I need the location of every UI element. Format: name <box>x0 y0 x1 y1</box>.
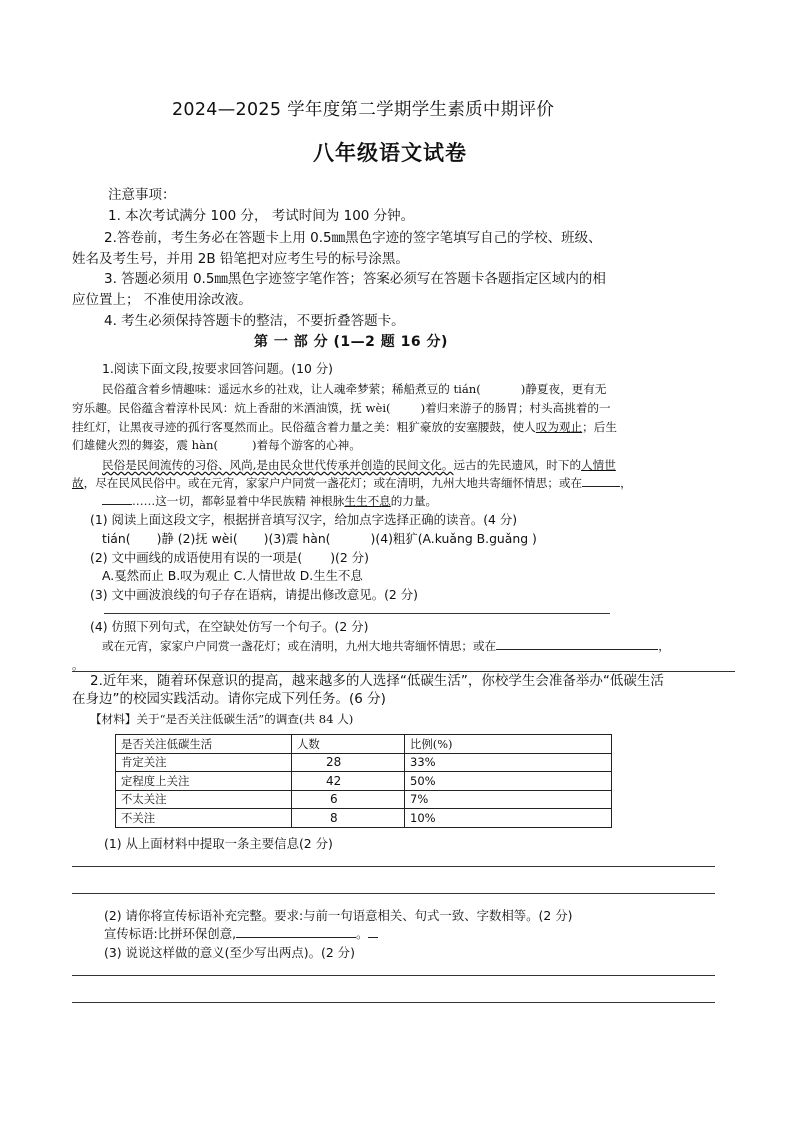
answer-blank[interactable] <box>102 492 132 505</box>
q1-sub4: (4) 仿照下列句式，在空缺处仿写一个句子。(2 分) <box>90 619 369 634</box>
underlined-idiom: 生生不息 <box>344 494 391 508</box>
q2-stem-b: 在身边”的校园实践活动。请你完成下列任务。(6 分) <box>72 691 386 707</box>
table-cell: 7% <box>405 790 612 809</box>
q1-passage-line-6 <box>72 474 632 492</box>
q1-sub2 <box>90 549 369 567</box>
table-cell: 不太关注 <box>116 790 292 809</box>
q2-sub2: (2) 请你将宣传标语补充完整。要求:与前一句语意相关、句式一致、字数相等。(2 分) <box>104 908 573 923</box>
passage-text: ，尽在民风民俗中。或在元宵，家家户户同赏一盏花灯；或在清明，九州大地共寄缅怀情思；或在 <box>83 476 583 490</box>
q2-stem-a: 2.近年来，随着环保意识的提高，越来越多的人选择“低碳生活”，你校学生会准备举办“低碳生活 <box>90 673 664 689</box>
passage-text: 穷乐趣。民俗蕴含着淳朴民风：炕上香甜的米酒油馍，抚 wèi( <box>72 401 391 415</box>
passage-text: 远古的先民遗风，时下的 <box>453 458 582 472</box>
q2-sub3: (3) 说说这样做的意义(至少写出两点)。(2 分) <box>104 945 355 960</box>
table-row <box>116 790 612 809</box>
table-cell: 28 <box>292 753 405 772</box>
table-cell: 6 <box>292 790 405 809</box>
table-cell: 10% <box>405 809 612 828</box>
answer-line[interactable] <box>72 975 715 976</box>
q1-passage-line-7 <box>102 492 437 510</box>
table-row <box>116 753 612 772</box>
answer-blank[interactable] <box>496 637 658 650</box>
table-cell: 定程度上关注 <box>116 772 292 791</box>
passage-text: 民俗蕴含着乡情趣味：遥远水乡的社戏，让人魂牵梦萦；稀船煮豆的 tián( <box>102 382 481 396</box>
table-row <box>116 772 612 791</box>
q1-sub1: (1) 阅读上面这段文字，根据拼音填写汉字，给加点字选择正确的读音。(4 分) <box>90 512 518 527</box>
option-text: )(4)粗犷(A.kuǎng B.guǎng ) <box>370 531 537 546</box>
passage-text: ， <box>658 639 670 653</box>
q1-sub3: (3) 文中画波浪线的句子存在语病，请提出修改意见。(2 分) <box>90 587 418 602</box>
table-header-cell: 人数 <box>292 735 405 754</box>
question-text: )(2 分) <box>330 550 369 565</box>
notice-item-1: 1. 本次考试满分 100 分， 考试时间为 100 分钟。 <box>108 208 415 224</box>
notice-item-3b: 应位置上； 不准使用涂改液。 <box>72 292 252 308</box>
table-cell: 33% <box>405 753 612 772</box>
table-header-cell: 比例(%) <box>405 735 612 754</box>
passage-text: ；后生 <box>582 420 617 434</box>
notice-item-2a: 2.答卷前，考生务必在答题卡上用 0.5㎜黑色字迹的签字笔填写自己的学校、班级、 <box>104 230 602 246</box>
notice-item-3a: 3. 答题必须用 0.5㎜黑色字迹签字笔作答；答案必须写在答题卡各题指定区域内的相 <box>104 271 606 287</box>
answer-line[interactable] <box>104 613 610 614</box>
passage-text: )着归来游子的肠胃；村头高挑着的一 <box>420 401 611 415</box>
table-row <box>116 809 612 828</box>
answer-line[interactable] <box>72 1002 715 1003</box>
survey-table <box>115 734 612 828</box>
exam-subtitle: 八年级语文试卷 <box>313 141 467 165</box>
option-text: tián( <box>102 531 131 546</box>
passage-text: 或在元宵，家家户户同赏一盏花灯；或在清明，九州大地共寄缅怀情思；或在 <box>102 639 497 653</box>
section-heading: 第 一 部 分 (1—2 题 16 分) <box>254 334 448 350</box>
slogan-blank[interactable] <box>236 925 356 938</box>
q1-sub4-sentence <box>102 637 670 655</box>
q1-passage-line-1 <box>102 380 606 398</box>
q2-slogan <box>104 925 378 943</box>
q2-sub1: (1) 从上面材料中提取一条主要信息(2 分) <box>104 836 333 851</box>
table-cell: 不关注 <box>116 809 292 828</box>
underlined-idiom: 叹为观止 <box>535 420 583 434</box>
table-cell: 42 <box>292 772 405 791</box>
passage-text: ， <box>620 476 632 490</box>
wavy-sentence: 民俗是民间流传的习俗、风尚,是由民众世代传承并创造的民间文化。 <box>102 458 454 472</box>
option-text: )静 (2)抚 wèi( <box>156 531 238 546</box>
notice-item-2b: 姓名及考生号，并用 2B 铅笔把对应考生号的标号涂黑。 <box>72 251 409 267</box>
q1-passage-line-3 <box>72 418 617 436</box>
table-cell: 50% <box>405 772 612 791</box>
q2-material-caption: 【材料】关于“是否关注低碳生活”的调查(共 84 人) <box>90 712 354 726</box>
q1-sub4-end: 。 <box>72 658 84 672</box>
answer-line[interactable] <box>72 893 715 894</box>
answer-line[interactable] <box>72 866 715 867</box>
q1-passage-line-4 <box>72 436 361 454</box>
table-cell: 8 <box>292 809 405 828</box>
notice-item-4: 4. 考生必须保持答题卡的整洁，不要折叠答题卡。 <box>104 313 405 329</box>
answer-blank[interactable] <box>582 474 620 487</box>
passage-text: )着每个游客的心神。 <box>252 438 361 452</box>
passage-text: )静夏夜，更有无 <box>520 382 607 396</box>
q1-sub1-options <box>102 530 537 548</box>
underlined-idiom: 故 <box>72 476 84 490</box>
q1-stem: 1.阅读下面文段,按要求回答问题。(10 分) <box>102 361 333 376</box>
table-header-cell: 是否关注低碳生活 <box>116 735 292 754</box>
q1-passage-line-2 <box>72 399 611 417</box>
q1-sub2-options: A.戛然而止 B.叹为观止 C.人情世故 D.生生不息 <box>102 568 363 583</box>
table-header-row <box>116 735 612 754</box>
question-text: (2) 文中画线的成语使用有误的一项是( <box>90 550 303 565</box>
option-text: )(3)震 hàn( <box>263 531 331 546</box>
exam-title: 2024—2025 学年度第二学期学生素质中期评价 <box>172 100 555 120</box>
passage-text: 们雄健火烈的舞姿，震 hàn( <box>72 438 218 452</box>
table-cell: 肯定关注 <box>116 753 292 772</box>
passage-text: ……这一切，都彰显着中华民族精 神根脉 <box>132 494 345 508</box>
underlined-idiom: 人情世 <box>581 458 616 472</box>
passage-text: 挂红灯，让黑夜寻迹的孤行客戛然而止。民俗蕴含着力量之美：粗犷豪放的安塞腰鼓，使人 <box>72 420 536 434</box>
q1-passage-line-5 <box>102 456 616 474</box>
slogan-text: 。 <box>356 926 369 941</box>
passage-text: 的力量。 <box>390 494 438 508</box>
slogan-text: 宣传标语:比拼环保创意, <box>104 926 237 941</box>
notice-heading: 注意事项： <box>108 187 176 203</box>
slogan-blank[interactable] <box>368 925 378 938</box>
